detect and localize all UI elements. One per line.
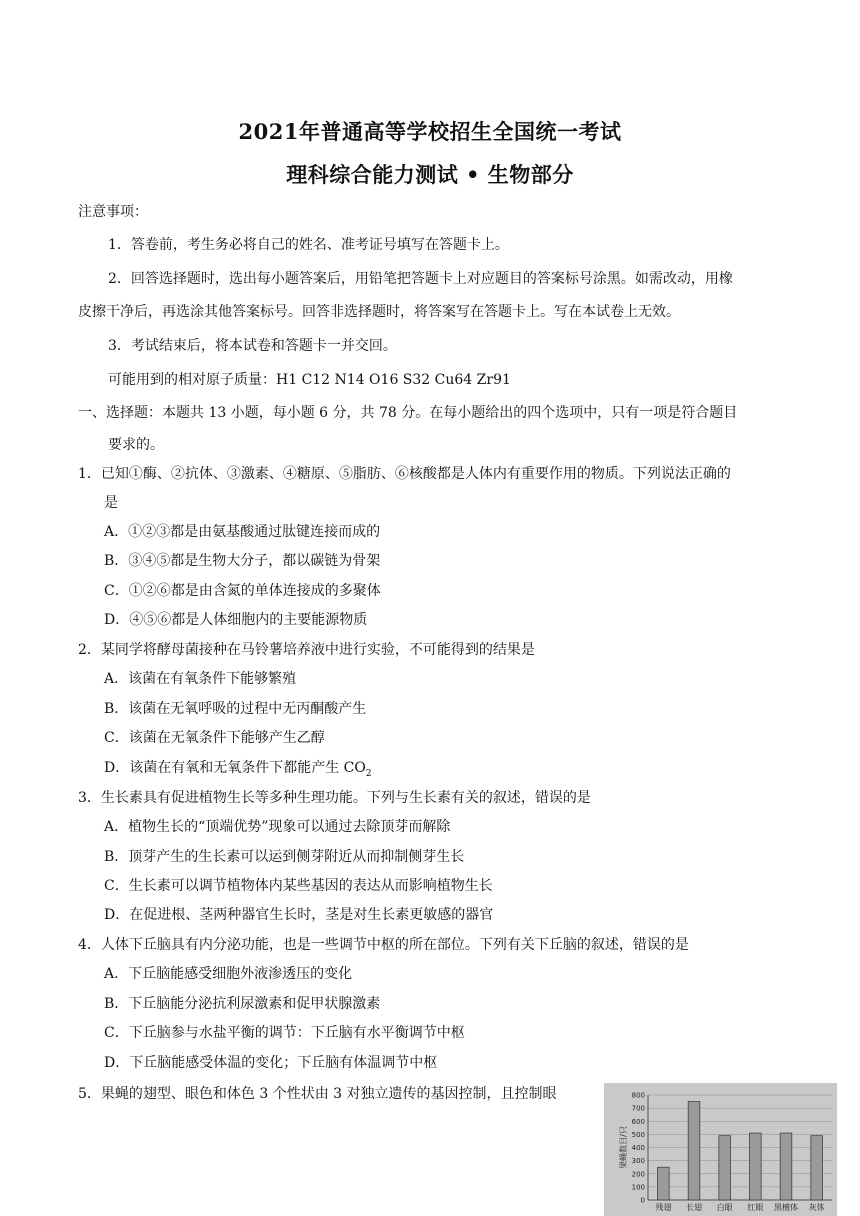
notice-item-2a: 2．回答选择题时，选出每小题答案后，用铅笔把答题卡上对应题目的答案标号涂黑。如需改动，用橡 [108,271,733,287]
y-tick-label: 200 [631,1170,645,1179]
q3-option-b: B．顶芽产生的生长素可以运到侧芽附近从而抑制侧芽生长 [104,849,465,865]
q3-option-a: A．植物生长的“顶端优势”现象可以通过去除顶芽而解除 [104,819,451,835]
q1-option-c: C．①②⑥都是由含氮的单体连接成的多聚体 [104,583,381,599]
notice-item-3: 3．考试结束后，将本试卷和答题卡一并交回。 [108,338,397,354]
y-tick-label: 300 [631,1157,645,1166]
q2-option-b: B．该菌在无氧呼吸的过程中无丙酮酸产生 [104,701,367,717]
q2-option-d-subscript: 2 [365,768,372,779]
q4-option-b: B．下丘脑能分泌抗利尿激素和促甲状腺激素 [104,996,381,1012]
notice-heading: 注意事项： [78,204,148,220]
x-category-label: 灰体 [808,1203,825,1212]
bar [719,1136,731,1200]
q2-stem: 2．某同学将酵母菌接种在马铃薯培养液中进行实验，不可能得到的结果是 [78,642,535,658]
y-tick-label: 700 [631,1104,645,1113]
bar [750,1133,762,1200]
y-tick-label: 500 [631,1130,645,1139]
q5-stem: 5．果蝇的翅型、眼色和体色 3 个性状由 3 对独立遗传的基因控制，且控制眼 [78,1086,557,1102]
q1-stem: 1．已知①酶、②抗体、③激素、④糖原、⑤脂肪、⑥核酸都是人体内有重要作用的物质。下列说法正确的 [78,466,731,482]
q2-option-d [104,759,372,783]
q3-stem: 3．生长素具有促进植物生长等多种生理功能。下列与生长素有关的叙述，错误的是 [78,790,591,806]
bar [658,1167,670,1200]
x-category-label: 残翅 [655,1203,672,1212]
x-category-label: 长翅 [686,1203,702,1212]
q2-option-d-text: D．该菌在有氧和无氧条件下都能产生 CO [104,760,366,776]
y-axis-label: 果蝇数目/只 [619,1126,628,1169]
q3-option-d: D．在促进根、茎两种器官生长时，茎是对生长素更敏感的器官 [104,907,494,923]
x-category-label: 红眼 [747,1203,764,1212]
y-tick-label: 0 [640,1196,645,1205]
exam-title: 2021年普通高等学校招生全国统一考试 [238,119,622,144]
q3-option-c: C．生长素可以调节植物体内某些基因的表达从而影响植物生长 [104,878,493,894]
y-tick-label: 600 [631,1117,645,1126]
notice-item-1: 1．答卷前，考生务必将自己的姓名、准考证号填写在答题卡上。 [108,237,509,253]
y-tick-label: 400 [631,1144,645,1152]
x-category-label: 白眼 [716,1203,733,1212]
q1-option-b: B．③④⑤都是生物大分子，都以碳链为骨架 [104,553,381,569]
notice-item-2b: 皮擦干净后，再选涂其他答案标号。回答非选择题时，将答案写在答题卡上。写在本试卷上无效。 [78,304,680,320]
bar [780,1133,792,1200]
q4-option-c: C．下丘脑参与水盐平衡的调节：下丘脑有水平衡调节中枢 [104,1025,465,1041]
q2-option-c: C．该菌在无氧条件下能够产生乙醇 [104,730,325,746]
section-heading: 一、选择题：本题共 13 小题，每小题 6 分，共 78 分。在每小题给出的四个选项中，只有一项是符合题目 [78,405,738,421]
q2-option-a: A．该菌在有氧条件下能够繁殖 [104,671,297,687]
chart-svg [604,1083,837,1216]
y-tick-label: 800 [631,1091,645,1100]
q4-option-a: A．下丘脑能感受细胞外液渗透压的变化 [104,966,353,982]
bar [688,1102,700,1200]
atomic-masses: 可能用到的相对原子质量：H1 C12 N14 O16 S32 Cu64 Zr91 [108,372,511,388]
fruit-fly-bar-chart [604,1083,837,1216]
y-tick-label: 100 [631,1183,645,1192]
q1-option-d: D．④⑤⑥都是人体细胞内的主要能源物质 [104,612,368,628]
q1-option-a: A．①②③都是由氨基酸通过肽键连接而成的 [104,524,381,540]
q1-stem-cont: 是 [104,495,118,511]
bar [811,1136,823,1200]
q4-option-d: D．下丘脑能感受体温的变化；下丘脑有体温调节中枢 [104,1055,438,1071]
section-heading-cont: 要求的。 [108,437,164,453]
q4-stem: 4．人体下丘脑具有内分泌功能，也是一些调节中枢的所在部位。下列有关下丘脑的叙述，错误的是 [78,937,689,953]
x-category-label: 黑檀体 [774,1203,798,1212]
exam-subtitle: 理科综合能力测试 • 生物部分 [286,162,574,187]
